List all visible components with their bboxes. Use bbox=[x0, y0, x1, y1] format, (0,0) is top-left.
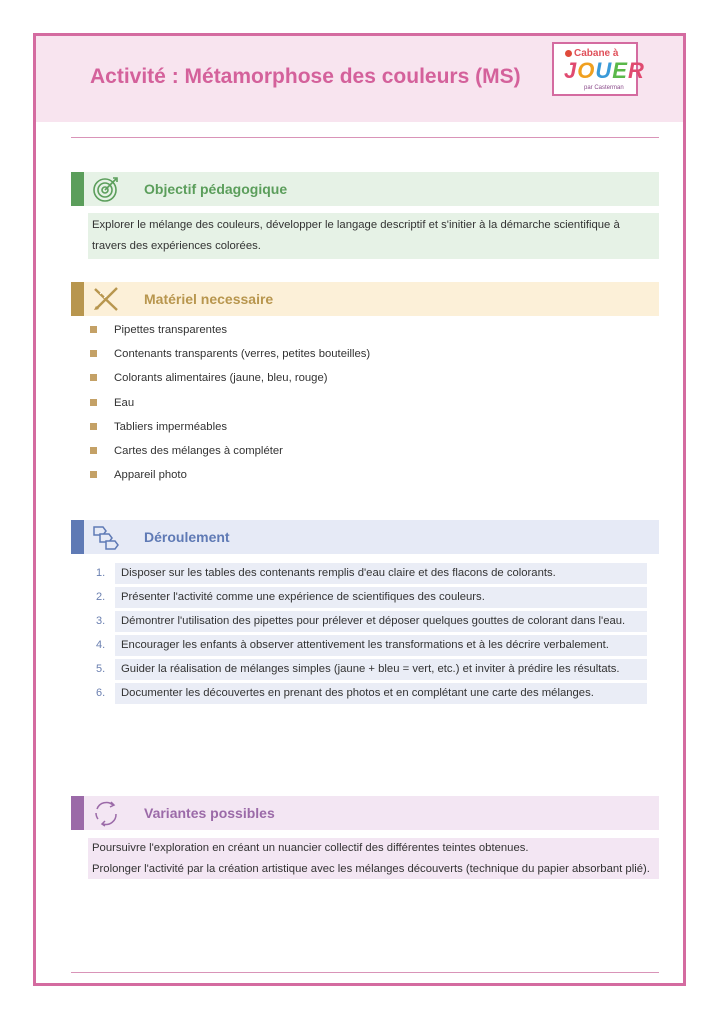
section-materiel-header bbox=[71, 282, 659, 316]
top-divider bbox=[71, 137, 659, 138]
objectif-text: Explorer le mélange des couleurs, développer le langage descriptif et s'initier à la démarche scientifique à travers des expériences colorées. bbox=[92, 219, 620, 252]
section-deroulement-header bbox=[71, 520, 659, 554]
list-item: 6. Documenter les découvertes en prenant des photos et en complétant une carte des mélanges. bbox=[88, 683, 647, 704]
logo-top-text: Cabane à bbox=[574, 48, 619, 59]
list-item: Pipettes transparentes bbox=[88, 322, 370, 346]
list-item: Cartes des mélanges à compléter bbox=[88, 443, 370, 467]
section-variantes-title: Variantes possibles bbox=[144, 805, 275, 821]
list-item: Colorants alimentaires (jaune, bleu, rouge) bbox=[88, 370, 370, 394]
cabane-a-jouer-logo bbox=[552, 42, 645, 96]
bottom-divider bbox=[71, 972, 659, 973]
variantes-line-1: Poursuivre l'exploration en créant un nuancier collectif des différentes teintes obtenues. bbox=[92, 842, 529, 854]
list-item: 4. Encourager les enfants à observer attentivement les transformations et à les décrire verbalement. bbox=[88, 635, 647, 656]
list-item: 3. Démontrer l'utilisation des pipettes pour prélever et déposer quelques gouttes de colorant dans l'eau. bbox=[88, 611, 647, 632]
list-item: Eau bbox=[88, 395, 370, 419]
target-icon bbox=[91, 175, 121, 203]
list-item: Appareil photo bbox=[88, 467, 370, 491]
logo-main-text: JOUER bbox=[564, 58, 645, 83]
section-deroulement-title: Déroulement bbox=[144, 529, 230, 545]
list-item: Contenants transparents (verres, petites bouteilles) bbox=[88, 346, 370, 370]
ruler-pencil-icon bbox=[91, 285, 121, 313]
section-objectif-header bbox=[71, 172, 659, 206]
list-item: 5. Guider la réalisation de mélanges simples (jaune + bleu = vert, etc.) et inviter à prédire les résultats. bbox=[88, 659, 647, 680]
flow-steps-icon bbox=[91, 523, 121, 551]
cycle-arrows-icon bbox=[91, 799, 121, 827]
list-item: 1. Disposer sur les tables des contenants remplis d'eau claire et des flacons de colorants. bbox=[88, 563, 647, 584]
list-item: Tabliers imperméables bbox=[88, 419, 370, 443]
header-banner bbox=[36, 36, 683, 122]
logo-dot-icon bbox=[565, 50, 572, 57]
page-title: Activité : Métamorphose des couleurs (MS) bbox=[90, 65, 521, 88]
section-materiel-title: Matériel necessaire bbox=[144, 291, 274, 307]
variantes-text-box bbox=[88, 838, 659, 879]
page-frame bbox=[33, 33, 686, 986]
deroulement-steps bbox=[88, 563, 647, 707]
variantes-line-2: Prolonger l'activité par la création artistique avec les mélanges découverts (technique du papier absorbant plié). bbox=[92, 862, 650, 875]
objectif-text-box bbox=[88, 213, 659, 259]
section-variantes-header bbox=[71, 796, 659, 830]
materiel-list bbox=[88, 322, 370, 491]
logo-sub-text: par Casterman bbox=[584, 85, 624, 91]
section-objectif-title: Objectif pédagogique bbox=[144, 181, 288, 197]
list-item: 2. Présenter l'activité comme une expérience de scientifiques des couleurs. bbox=[88, 587, 647, 608]
